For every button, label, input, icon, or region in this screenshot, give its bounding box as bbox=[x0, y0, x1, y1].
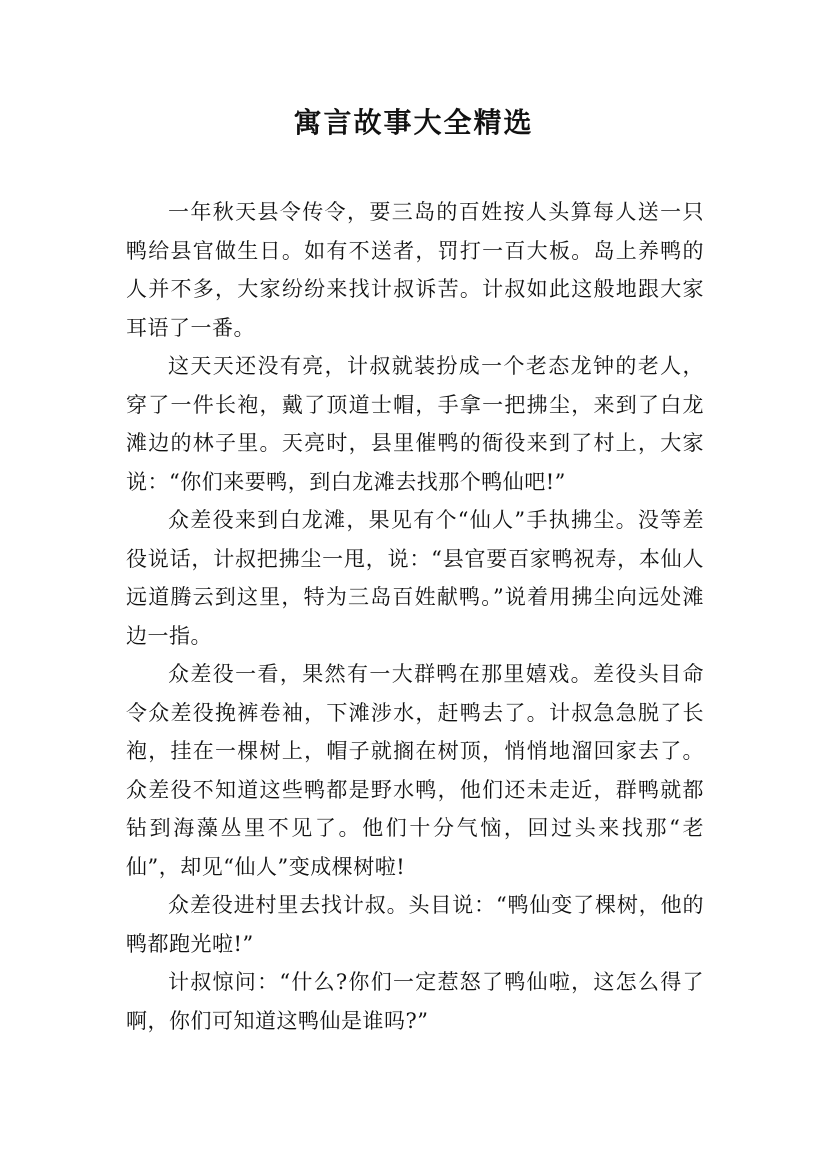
article-body bbox=[126, 193, 704, 1040]
paragraph-5: 众差役进村里去找计叔。头目说：“鸭仙变了棵树，他的鸭都跑光啦!” bbox=[126, 893, 704, 956]
page-title: 寓言故事大全精选 bbox=[293, 106, 534, 139]
paragraph-1: 一年秋天县令传令，要三岛的百姓按人头算每人送一只鸭给县官做生日。如有不送者，罚打一百大板。岛上养鸭的人并不多，大家纷纷来找计叔诉苦。计叔如此这般地跟大家耳语了一番。 bbox=[126, 200, 704, 340]
paragraph-3: 众差役来到白龙滩，果见有个“仙人”手执拂尘。没等差役说话，计叔把拂尘一甩，说：“县官要百家鸭祝寿，本仙人远道腾云到这里，特为三岛百姓献鸭。”说着用拂尘向远处滩边一指。 bbox=[126, 508, 704, 648]
paragraph-2: 这天天还没有亮，计叔就装扮成一个老态龙钟的老人，穿了一件长袍，戴了顶道士帽，手拿一把拂尘，来到了白龙滩边的林子里。天亮时，县里催鸭的衙役来到了村上，大家说：“你们来要鸭，到白龙滩去找那个鸭仙吧!” bbox=[126, 354, 704, 494]
paragraph-4: 众差役一看，果然有一大群鸭在那里嬉戏。差役头目命令众差役挽裤卷袖，下滩涉水，赶鸭去了。计叔急急脱了长袍，挂在一棵树上，帽子就搁在树顶，悄悄地溜回家去了。众差役不知道这些鸭都是野水鸭，他们还未走近，群鸭就都钻到海藻丛里不见了。他们十分气恼，回过头来找那“老仙”，却见“仙人”变成棵树啦! bbox=[126, 662, 704, 879]
paragraph-6: 计叔惊问：“什么?你们一定惹怒了鸭仙啦，这怎么得了啊，你们可知道这鸭仙是谁吗?” bbox=[126, 970, 704, 1033]
